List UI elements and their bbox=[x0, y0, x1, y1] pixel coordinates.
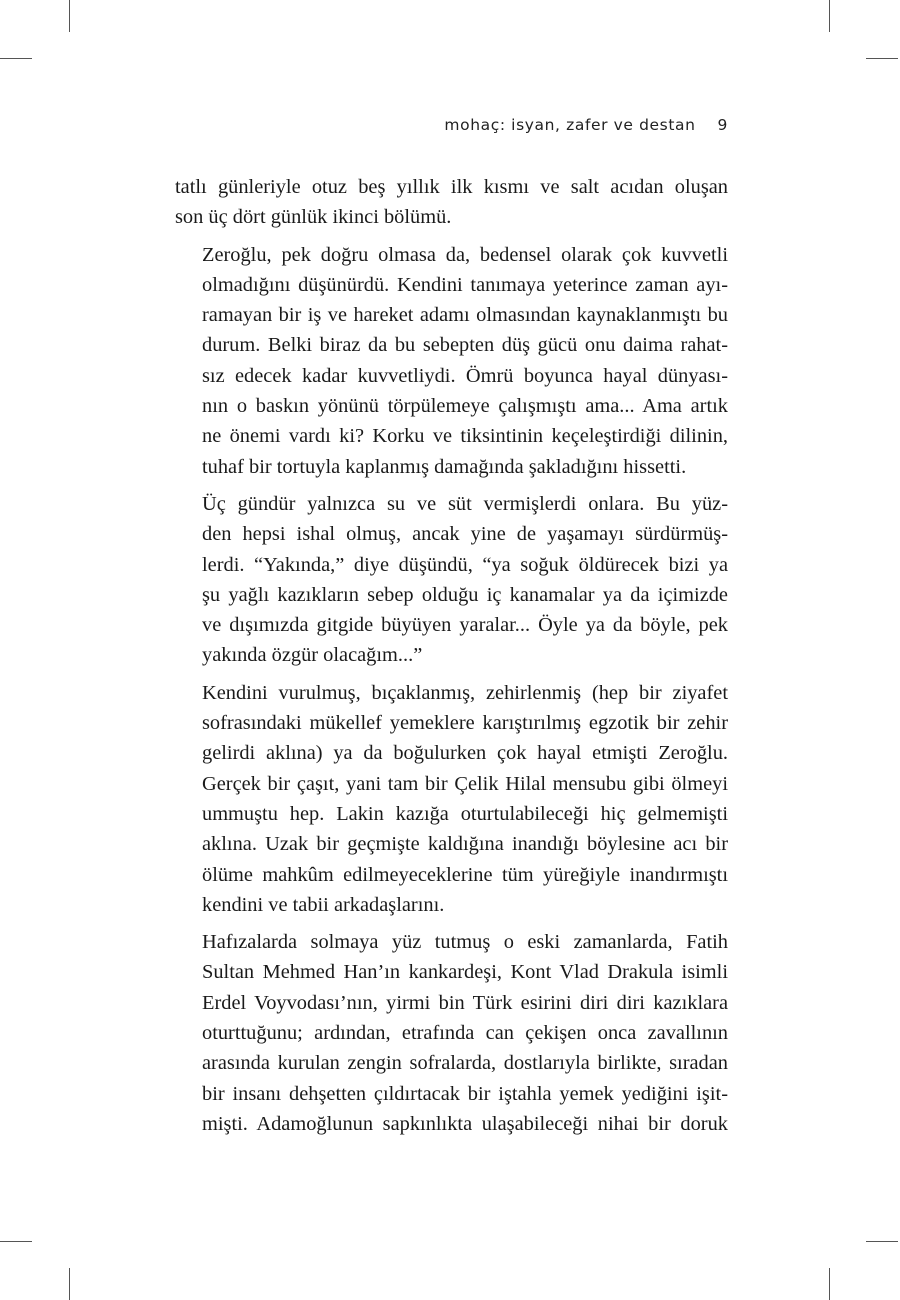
crop-mark-right-upper bbox=[866, 58, 898, 59]
paragraph bbox=[175, 172, 728, 233]
text-line: ne önemi vardı ki? Korku ve tiksintinin keçeleştirdiği dilinin, bbox=[202, 425, 728, 448]
text-line: aklına. Uzak bir geçmişte kaldığına inandığı böylesine acı bir bbox=[202, 833, 728, 856]
text-line: mişti. Adamoğlunun sapkınlıkta ulaşabileceği nihai bir doruk bbox=[202, 1112, 728, 1135]
text-line: arasında kurulan zengin sofralarda, dostlarıyla birlikte, sıradan bbox=[202, 1052, 728, 1075]
paragraph bbox=[175, 927, 728, 1139]
crop-mark-left-lower bbox=[0, 1241, 32, 1242]
text-line: ramayan bir iş ve hareket adamı olmasından kaynaklanmıştı bu bbox=[202, 304, 728, 327]
text-line: nın o baskın yönünü törpülemeye çalışmıştı ama... Ama artık bbox=[202, 395, 728, 418]
text-line: bir insanı dehşetten çıldırtacak bir iştahla yemek yediğini işit- bbox=[202, 1082, 728, 1105]
paragraph bbox=[175, 240, 728, 482]
text-line: yakında özgür olacağım...” bbox=[202, 644, 423, 667]
text-line: ölüme mahkûm edilmeyeceklerine tüm yüreğiyle inandırmıştı bbox=[202, 863, 728, 886]
page-number: 9 bbox=[717, 116, 728, 134]
text-line: lerdi. “Yakında,” diye düşündü, “ya soğuk öldürecek bizi ya bbox=[202, 553, 728, 576]
crop-mark-right-lower bbox=[866, 1241, 898, 1242]
text-line: sız edecek kadar kuvvetliydi. Ömrü boyunca hayal dünyası- bbox=[202, 364, 728, 387]
text-line: durum. Belki biraz da bu sebepten düş gücü onu daima rahat- bbox=[202, 334, 728, 357]
text-line: kendini ve tabii arkadaşlarını. bbox=[202, 893, 445, 916]
text-line: Hafızalarda solmaya yüz tutmuş o eski zamanlarda, Fatih bbox=[202, 931, 728, 954]
text-line: Erdel Voyvodası’nın, yirmi bin Türk esirini diri diri kazıklara bbox=[202, 991, 728, 1014]
text-line: gelirdi aklına) ya da boğulurken çok hayal etmişti Zeroğlu. bbox=[202, 742, 728, 765]
crop-mark-bottom-right bbox=[829, 1268, 830, 1300]
text-line: tuhaf bir tortuyla kaplanmış damağında şakladığını hissetti. bbox=[202, 455, 687, 478]
crop-mark-left-upper bbox=[0, 58, 32, 59]
text-line: Sultan Mehmed Han’ın kankardeşi, Kont Vlad Drakula isimli bbox=[202, 961, 728, 984]
crop-mark-bottom-left bbox=[69, 1268, 70, 1300]
body-text bbox=[175, 172, 728, 1146]
paragraph bbox=[175, 678, 728, 920]
text-line: ummuştu hep. Lakin kazığa oturtulabileceği hiç gelmemişti bbox=[202, 802, 728, 825]
text-line: ve dışımızda gitgide büyüyen yaralar... Öyle ya da böyle, pek bbox=[202, 614, 728, 637]
text-line: Üç gündür yalnızca su ve süt vermişlerdi onlara. Bu yüz- bbox=[202, 492, 728, 515]
text-line: oturttuğunu; ardından, etrafında can çekişen onca zavallının bbox=[202, 1022, 728, 1045]
text-line: Kendini vurulmuş, bıçaklanmış, zehirlenmiş (hep bir ziyafet bbox=[202, 681, 728, 704]
text-line: son üç dört günlük ikinci bölümü. bbox=[175, 206, 452, 229]
text-line: Gerçek bir çaşıt, yani tam bir Çelik Hilal mensubu gibi ölmeyi bbox=[202, 772, 728, 795]
text-line: den hepsi ishal olmuş, ancak yine de yaşamayı sürdürmüş- bbox=[202, 523, 728, 546]
running-head bbox=[175, 116, 728, 134]
text-line: tatlı günleriyle otuz beş yıllık ilk kısmı ve salt acıdan oluşan bbox=[175, 176, 728, 198]
text-line: şu yağlı kazıkların sebep olduğu iç kanamalar ya da içimizde bbox=[202, 583, 728, 606]
paragraph bbox=[175, 489, 728, 671]
text-line: Zeroğlu, pek doğru olmasa da, bedensel olarak çok kuvvetli bbox=[202, 243, 728, 266]
crop-mark-top-right bbox=[829, 0, 830, 32]
crop-mark-top-left bbox=[69, 0, 70, 32]
text-line: olmadığını düşünürdü. Kendini tanımaya yeterince zaman ayı- bbox=[202, 273, 728, 296]
running-head-title: mohaç: isyan, zafer ve destan bbox=[444, 116, 696, 134]
text-line: sofrasındaki mükellef yemeklere karıştırılmış egzotik bir zehir bbox=[202, 712, 728, 735]
